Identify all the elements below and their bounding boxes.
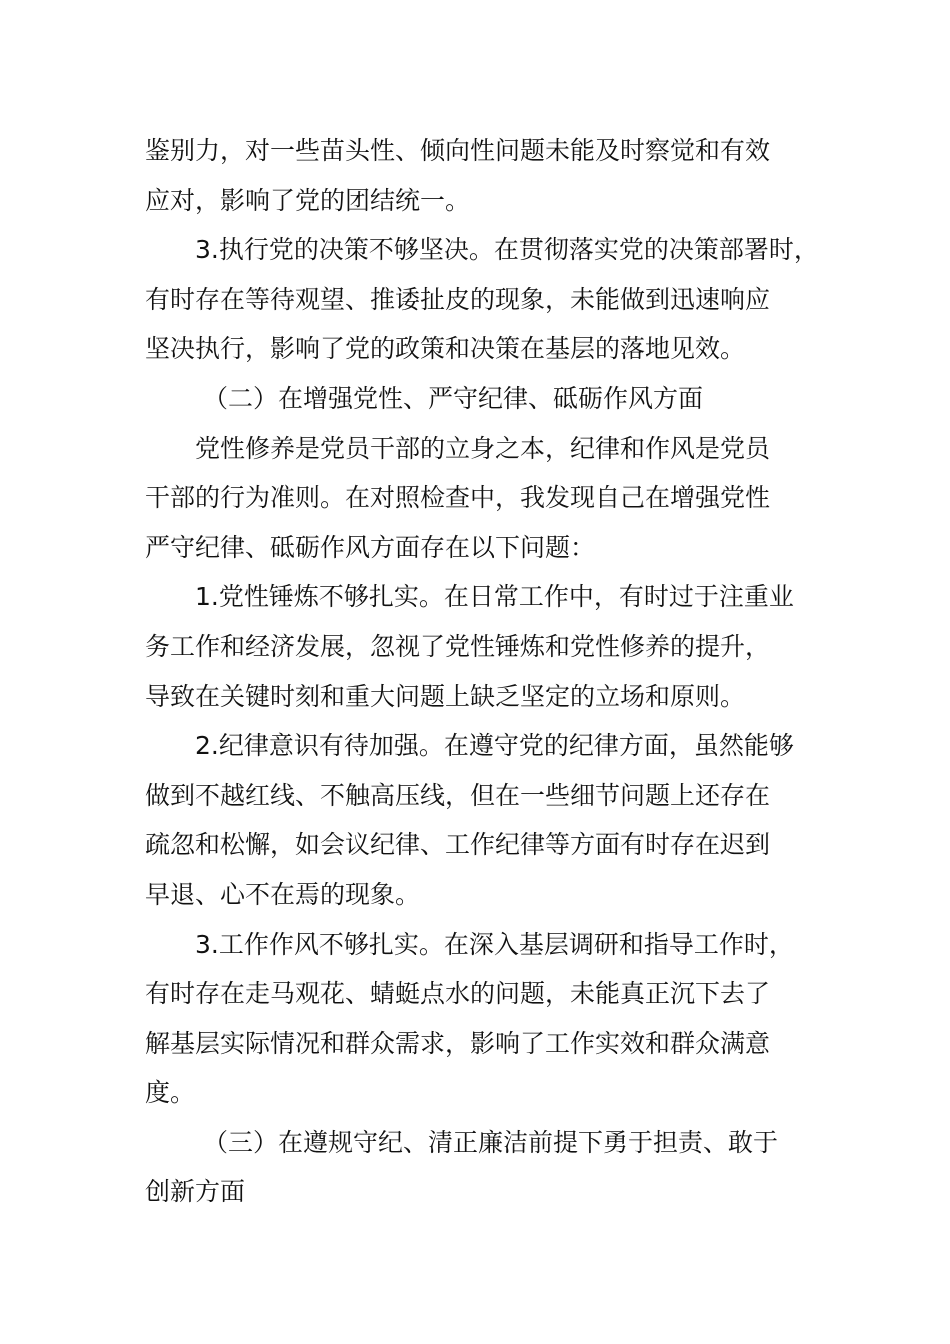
text-line: 2.纪律意识有待加强。在遵守党的纪律方面，虽然能够 [195,731,794,761]
text-line: 应对，影响了党的团结统一。 [145,185,471,215]
text-line: 务工作和经济发展，忽视了党性锤炼和党性修养的提升， [145,631,771,661]
text-line: 3.执行党的决策不够坚决。在贯彻落实党的决策部署时， [195,235,819,265]
text-line: 鉴别力，对一些苗头性、倾向性问题未能及时察觉和有效 [145,136,771,165]
section-heading: （二）在增强党性、严守纪律、砥砺作风方面 [203,383,704,413]
text-line: 党性修养是党员干部的立身之本，纪律和作风是党员 [195,433,771,463]
text-line: 度。 [145,1078,196,1108]
text-line: 坚决执行，影响了党的政策和决策在基层的落地见效。 [145,334,746,364]
text-line: 干部的行为准则。在对照检查中，我发现自己在增强党性 [145,483,771,513]
text-line: 做到不越红线、不触高压线，但在一些细节问题上还存在 [145,780,771,810]
text-line: 严守纪律、砥砺作风方面存在以下问题： [145,532,596,562]
document-body [145,126,819,1217]
text-line: 早退、心不在焉的现象。 [145,879,421,909]
section-heading: （三）在遵规守纪、清正廉洁前提下勇于担责、敢于 [203,1127,779,1157]
text-line: 有时存在等待观望、推诿扯皮的现象，未能做到迅速响应 [145,284,771,314]
text-line: 创新方面 [145,1177,246,1207]
text-line: 导致在关键时刻和重大问题上缺乏坚定的立场和原则。 [145,681,746,711]
text-line: 3.工作作风不够扎实。在深入基层调研和指导工作时， [195,929,794,959]
text-line: 解基层实际情况和群众需求，影响了工作实效和群众满意 [145,1028,771,1058]
text-line: 有时存在走马观花、蜻蜓点水的问题，未能真正沉下去了 [145,979,771,1009]
text-line: 疏忽和松懈，如会议纪律、工作纪律等方面有时存在迟到 [145,830,771,860]
text-line: 1.党性锤炼不够扎实。在日常工作中，有时过于注重业 [195,582,794,612]
